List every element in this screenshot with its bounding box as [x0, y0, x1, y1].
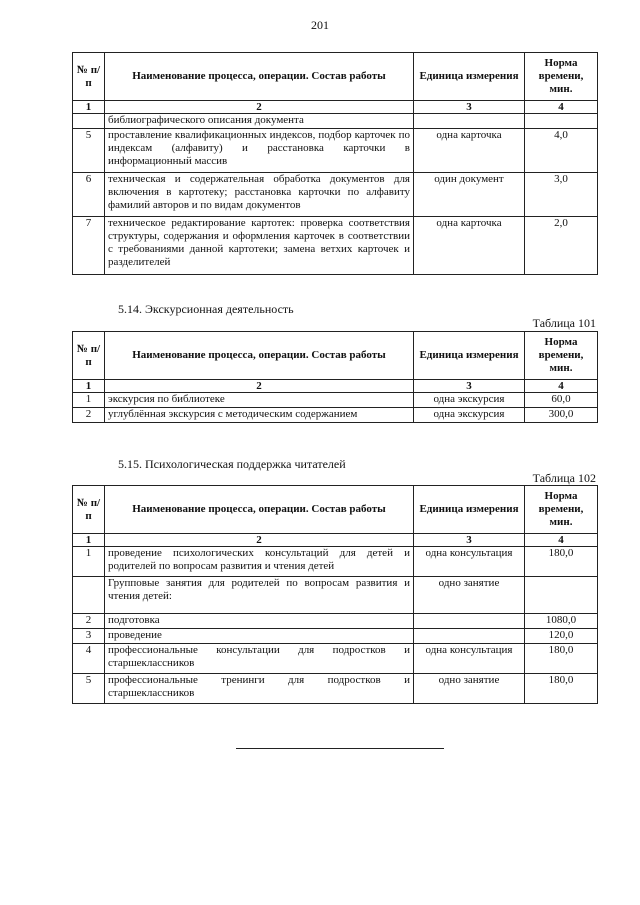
index-cell: 3	[414, 534, 525, 547]
row-norm: 4,0	[525, 129, 598, 173]
row-norm: 3,0	[525, 173, 598, 217]
row-name: подготовка	[105, 614, 414, 629]
index-cell: 3	[414, 380, 525, 393]
row-name: экскурсия по библиотеке	[105, 393, 414, 408]
row-num: 2	[73, 408, 105, 423]
closing-divider-line	[236, 748, 444, 749]
column-index-row	[73, 534, 598, 547]
row-name: техническое редактирование картотек: проверка соответствия структуры, содержания и оформления карточек в соответствии с требованиями данной картотеки; замена ветхих карточек и разделителей	[105, 217, 414, 275]
row-unit: одна экскурсия	[414, 408, 525, 423]
table-header-row	[73, 53, 598, 101]
row-num: 7	[73, 217, 105, 275]
index-cell: 3	[414, 101, 525, 114]
row-norm: 180,0	[525, 644, 598, 674]
row-norm: 1080,0	[525, 614, 598, 629]
column-index-row	[73, 101, 598, 114]
row-norm: 2,0	[525, 217, 598, 275]
table-row	[73, 129, 598, 173]
row-num	[73, 577, 105, 614]
row-name: проведение психологических консультаций для детей и родителей по вопросам развития и чтения детей	[105, 547, 414, 577]
page-number: 201	[311, 18, 329, 32]
table-process-norms-continued	[72, 52, 598, 275]
row-unit	[414, 614, 525, 629]
index-cell: 1	[73, 380, 105, 393]
index-cell: 2	[105, 380, 414, 393]
row-norm: 60,0	[525, 393, 598, 408]
row-name: профессиональные консультации для подростков и старшеклассников	[105, 644, 414, 674]
index-cell: 4	[525, 101, 598, 114]
table-label-102: Таблица 102	[532, 471, 596, 485]
table-label-101: Таблица 101	[532, 316, 596, 330]
row-name: углублённая экскурсия с методическим содержанием	[105, 408, 414, 423]
table-header-row	[73, 486, 598, 534]
header-norm: Норма времени, мин.	[525, 53, 598, 101]
row-unit: одна консультация	[414, 644, 525, 674]
row-norm: 180,0	[525, 547, 598, 577]
header-unit: Единица измерения	[414, 486, 525, 534]
index-cell: 2	[105, 534, 414, 547]
row-unit: один документ	[414, 173, 525, 217]
row-num: 6	[73, 173, 105, 217]
row-norm	[525, 114, 598, 129]
section-title-514: 5.14. Экскурсионная деятельность	[118, 302, 294, 316]
header-norm: Норма времени, мин.	[525, 332, 598, 380]
header-name: Наименование процесса, операции. Состав работы	[105, 486, 414, 534]
row-num: 5	[73, 674, 105, 704]
row-norm	[525, 577, 598, 614]
table-row	[73, 674, 598, 704]
table-row	[73, 629, 598, 644]
index-cell: 4	[525, 534, 598, 547]
row-unit: одно занятие	[414, 577, 525, 614]
table-row	[73, 577, 598, 614]
header-norm: Норма времени, мин.	[525, 486, 598, 534]
row-num: 5	[73, 129, 105, 173]
header-unit: Единица измерения	[414, 332, 525, 380]
header-num: № п/п	[73, 332, 105, 380]
row-unit: одна экскурсия	[414, 393, 525, 408]
header-num: № п/п	[73, 53, 105, 101]
section-title-515: 5.15. Психологическая поддержка читателей	[118, 457, 346, 471]
row-name: библиографического описания документа	[105, 114, 414, 129]
row-unit: одна карточка	[414, 129, 525, 173]
table-header-row	[73, 332, 598, 380]
header-num: № п/п	[73, 486, 105, 534]
row-norm: 300,0	[525, 408, 598, 423]
row-unit: одна консультация	[414, 547, 525, 577]
table-row	[73, 644, 598, 674]
index-cell: 1	[73, 101, 105, 114]
row-num: 2	[73, 614, 105, 629]
row-norm: 120,0	[525, 629, 598, 644]
header-unit: Единица измерения	[414, 53, 525, 101]
row-name: техническая и содержательная обработка документов для включения в картотеку; расстановка карточки по алфавиту фамилий авторов и по видам документов	[105, 173, 414, 217]
row-num	[73, 114, 105, 129]
header-name: Наименование процесса, операции. Состав работы	[105, 332, 414, 380]
row-num: 4	[73, 644, 105, 674]
row-num: 1	[73, 393, 105, 408]
column-index-row	[73, 380, 598, 393]
table-row	[73, 408, 598, 423]
row-name: профессиональные тренинги для подростков и старшеклассников	[105, 674, 414, 704]
table-row	[73, 614, 598, 629]
table-101-excursions	[72, 331, 598, 423]
row-name: проставление квалификационных индексов, подбор карточек по индексам (алфавиту) и расстановка карточки в информационный массив	[105, 129, 414, 173]
table-row	[73, 114, 598, 129]
table-102-psychological-support	[72, 485, 598, 704]
index-cell: 2	[105, 101, 414, 114]
row-num: 1	[73, 547, 105, 577]
table-row	[73, 547, 598, 577]
table-row	[73, 393, 598, 408]
table-row	[73, 217, 598, 275]
index-cell: 4	[525, 380, 598, 393]
table-row	[73, 173, 598, 217]
row-name: проведение	[105, 629, 414, 644]
row-unit: одно занятие	[414, 674, 525, 704]
row-norm: 180,0	[525, 674, 598, 704]
row-unit	[414, 629, 525, 644]
index-cell: 1	[73, 534, 105, 547]
row-name: Групповые занятия для родителей по вопросам развития и чтения детей:	[105, 577, 414, 614]
row-unit	[414, 114, 525, 129]
row-unit: одна карточка	[414, 217, 525, 275]
row-num: 3	[73, 629, 105, 644]
header-name: Наименование процесса, операции. Состав работы	[105, 53, 414, 101]
